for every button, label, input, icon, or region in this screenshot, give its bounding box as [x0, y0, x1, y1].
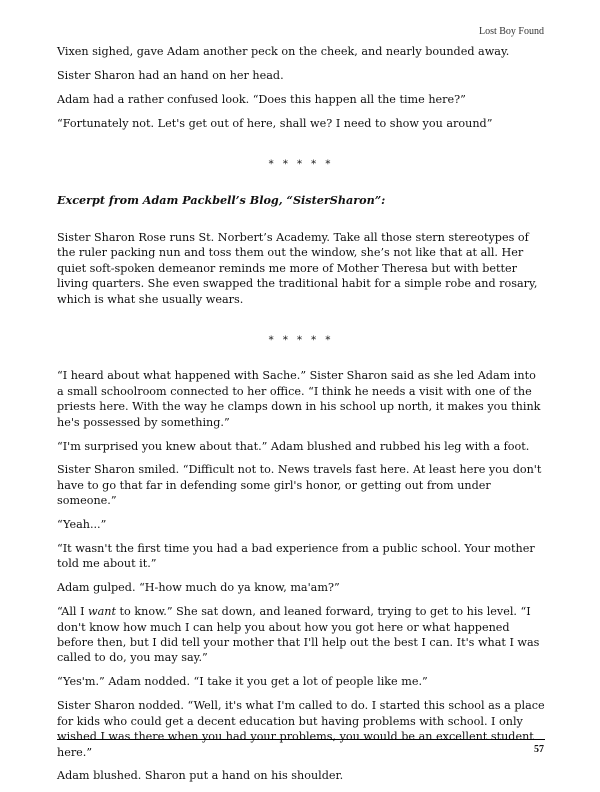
- paragraph: Adam gulped. “H-how much do ya know, ma'am?”: [57, 581, 340, 595]
- text-run: “All I: [57, 605, 89, 619]
- paragraph: Sister Sharon had an hand on her head.: [57, 68, 284, 82]
- scene-separator: * * * * *: [268, 334, 334, 346]
- blog-paragraph: Sister Sharon Rose runs St. Norbert’s Academy. Take all those stern stereotypes of the ruler packing nun and toss them out the window, she’s not like that at all. Her quiet soft-spoken demeanor reminds me more of Mother Theresa but with better living quarters. She even swapped the traditional habit for a simple robe and rosary, which is what she usually wears.: [57, 230, 538, 306]
- footer-rule: [57, 739, 545, 740]
- paragraph: “Yeah...”: [57, 518, 107, 532]
- paragraph: Adam blushed. Sharon put a hand on his shoulder.: [57, 769, 344, 783]
- page-number: 57: [534, 744, 544, 755]
- paragraph: “I heard about what happened with Sache.” Sister Sharon said as she led Adam into a small schoolroom connected to her office. “I think he needs a visit with one of the priests here. With the way he clamps down in his school up north, it makes you think he's possessed by something.”: [57, 369, 541, 429]
- paragraph: Sister Sharon nodded. “Well, it's what I'm called to do. I started this school as a place for kids who could get a decent education but having problems with school. I only wished I was there when you had your problems, you would be an excellent student here.”: [57, 699, 545, 759]
- excerpt-heading: Excerpt from Adam Packbell’s Blog, “SisterSharon”:: [57, 192, 386, 207]
- paragraph: “Fortunately not. Let's get out of here, shall we? I need to show you around”: [57, 116, 493, 130]
- paragraph: Sister Sharon smiled. “Difficult not to. News travels fast here. At least here you don't have to go that far in defending some girl's honor, or getting out from under someone.”: [57, 463, 542, 508]
- paragraph: Adam had a rather confused look. “Does this happen all the time here?”: [57, 92, 466, 106]
- paragraph: [57, 604, 545, 666]
- paragraph: “Yes'm.” Adam nodded. “I take it you get a lot of people like me.”: [57, 675, 428, 689]
- page-body: [57, 44, 545, 792]
- scene-separator: * * * * *: [268, 159, 334, 171]
- paragraph: “It wasn't the first time you had a bad experience from a public school. Your mother told me about it.”: [57, 542, 535, 571]
- paragraph: “I'm surprised you knew about that.” Adam blushed and rubbed his leg with a foot.: [57, 439, 530, 453]
- text-run: to know.” She sat down, and leaned forward, trying to get to his level. “I don't know how much I can help you about how you got here or what happened before then, but I did tell your mother that I'll help out the best I can. It's what I was called to do, you may say.”: [57, 605, 540, 665]
- paragraph: Vixen sighed, gave Adam another peck on the cheek, and nearly bounded away.: [57, 45, 510, 58]
- running-header: Lost Boy Found: [478, 26, 544, 37]
- emphasis-word: want: [88, 605, 116, 619]
